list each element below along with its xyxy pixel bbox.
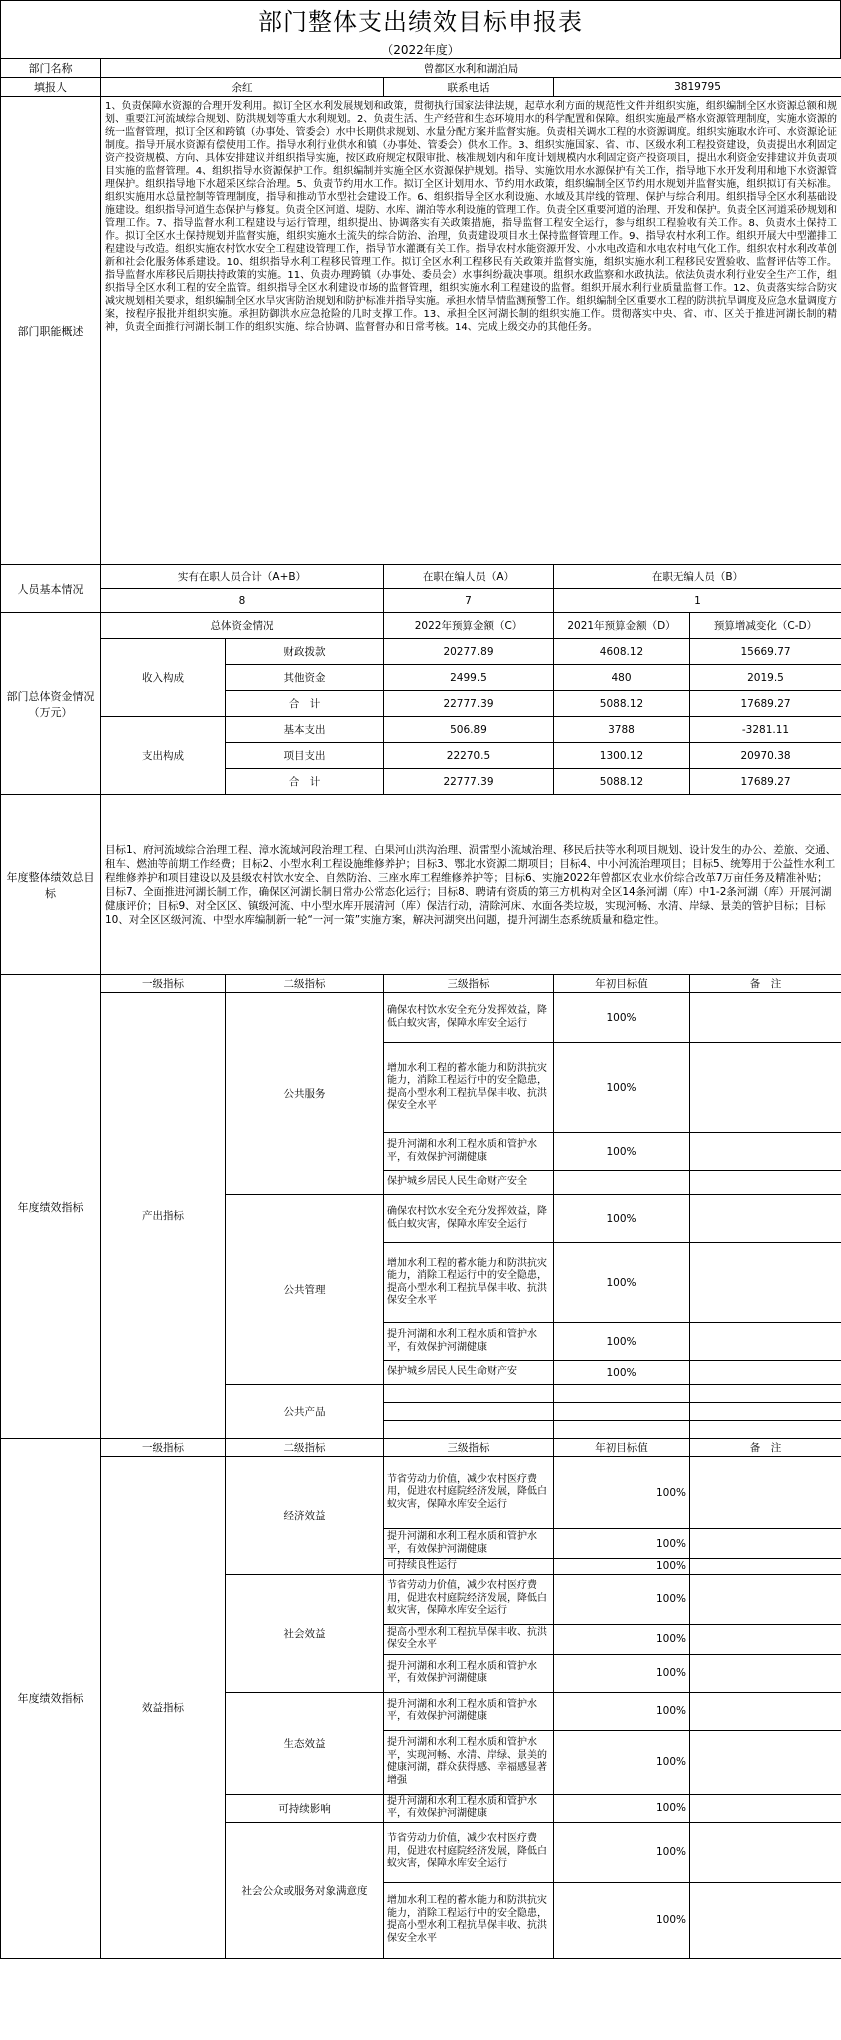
- income-row-d: 4608.12: [554, 639, 690, 665]
- form-title: 部门整体支出绩效目标申报表: [0, 0, 841, 42]
- target-value: 100%: [554, 1882, 690, 1958]
- indicator-header-1: 二级指标: [226, 1439, 384, 1457]
- expense-row-diff: 17689.27: [690, 769, 841, 795]
- indicator-header-row: [1, 975, 841, 993]
- remark-cell: [690, 1385, 841, 1403]
- staff-header-a: 在职在编人员（A）: [384, 565, 554, 589]
- form-year: （2022年度）: [0, 42, 841, 58]
- target-value: 100%: [554, 1195, 690, 1243]
- annual-indicators-label: 年度绩效指标: [1, 1439, 101, 1959]
- income-row-d: 5088.12: [554, 691, 690, 717]
- contact-row: [1, 78, 841, 97]
- target-value: 100%: [554, 1243, 690, 1323]
- level3-indicator: 提升河湖和水利工程水质和管护水平，有效保护河湖健康: [384, 1529, 554, 1559]
- staff-a: 7: [384, 589, 554, 613]
- expense-row: [1, 717, 841, 743]
- funds-header-overall: 总体资金情况: [101, 613, 384, 639]
- dept-value: 曾都区水利和湖泊局: [101, 59, 841, 78]
- annual-goal-text: 目标1、府河流域综合治理工程、漳水流域河段治理工程、白果河山洪沟治理、涢雷型小流域治理、移民后扶等水利项目规划、设计发生的办公、差旅、交通、租车、燃油等前期工作经费；目标2、小型水利工程设施维修养护；目标3、鄂北水资源二期项目；目标4、中小河流治理项目；目标5、统筹用于公益性水利工程维修养护和项目建设以及县级农村饮水安全、自然防治、三座水库工程维修养护等；目标6、实施2022年曾都区农业水价综合改革7万亩任务及精准补贴；目标7、全面推进河湖长制工作，确保区河湖长制日常办公常态化运行；目标8、聘请有资质的第三方机构对全区14条河湖（库）中1-2条河湖（库）开展河湖健康评价；目标9、对全区区、镇级河流、中小型水库开展清河（库）保洁行动，清除河床、水面各类垃圾，实现河畅、水清、岸绿、景美的管护目标；目标10、对全区区级河流、中型水库编制新一轮“一河一策”实施方案，解决河湖突出问题，提升河湖生态系统质量和稳定性。: [101, 795, 841, 975]
- income-row: [1, 639, 841, 665]
- income-row-name: 其他资金: [226, 665, 384, 691]
- level3-indicator: [384, 1385, 554, 1403]
- phone-label: 联系电话: [384, 78, 554, 97]
- target-value: [554, 1403, 690, 1421]
- annual-indicators-label: 年度绩效指标: [1, 975, 101, 1439]
- indicator-header-3: 年初目标值: [554, 975, 690, 993]
- level2-indicator: 社会公众或服务对象满意度: [226, 1822, 384, 1958]
- income-row-c: 22777.39: [384, 691, 554, 717]
- income-row-diff: 2019.5: [690, 665, 841, 691]
- target-value: 100%: [554, 1624, 690, 1654]
- level1-indicator: 产出指标: [101, 993, 226, 1439]
- target-value: 100%: [554, 1654, 690, 1692]
- target-value: 100%: [554, 1457, 690, 1529]
- income-row-name: 财政拨款: [226, 639, 384, 665]
- level3-indicator: 提升河湖和水利工程水质和管护水平，有效保护河湖健康: [384, 1692, 554, 1730]
- expense-row-name: 合 计: [226, 769, 384, 795]
- dept-label: 部门名称: [1, 59, 101, 78]
- funds-header-d: 2021年预算金额（D）: [554, 613, 690, 639]
- level3-indicator: 增加水利工程的蓄水能力和防洪抗灾能力，消除工程运行中的安全隐患，提高小型水利工程抗旱保丰收、抗洪保安全水平: [384, 1243, 554, 1323]
- indicator-header-1: 二级指标: [226, 975, 384, 993]
- level2-indicator: 可持续影响: [226, 1794, 384, 1822]
- remark-cell: [690, 1574, 841, 1624]
- target-value: 100%: [554, 1133, 690, 1171]
- remark-cell: [690, 1195, 841, 1243]
- target-value: 100%: [554, 1692, 690, 1730]
- expense-row-name: 项目支出: [226, 743, 384, 769]
- annual-goal-label: 年度整体绩效总目标: [1, 795, 101, 975]
- staff-header-row: [1, 565, 841, 589]
- expense-row-diff: -3281.11: [690, 717, 841, 743]
- indicator-header-row: [1, 1439, 841, 1457]
- income-row-c: 20277.89: [384, 639, 554, 665]
- level3-indicator: 保护城乡居民人民生命财产安全: [384, 1171, 554, 1195]
- level3-indicator: 保护城乡居民人民生命财产安: [384, 1361, 554, 1385]
- level2-indicator: 经济效益: [226, 1457, 384, 1575]
- staff-value-row: [1, 589, 841, 613]
- target-value: 100%: [554, 1559, 690, 1575]
- funds-header-diff: 预算增减变化（C-D）: [690, 613, 841, 639]
- duty-label: 部门职能概述: [1, 97, 101, 565]
- income-row-c: 2499.5: [384, 665, 554, 691]
- expense-row-d: 5088.12: [554, 769, 690, 795]
- expense-row-c: 506.89: [384, 717, 554, 743]
- level3-indicator: 提升河湖和水利工程水质和管护水平，实现河畅、水清、岸绿、景美的健康河湖，群众获得感、幸福感显著增强: [384, 1730, 554, 1794]
- funds-label: 部门总体资金情况（万元）: [1, 613, 101, 795]
- target-value: [554, 1171, 690, 1195]
- level3-indicator: 确保农村饮水安全充分发挥效益，降低白蚁灾害，保障水库安全运行: [384, 1195, 554, 1243]
- indicator-header-4: 备 注: [690, 1439, 841, 1457]
- level2-indicator: 公共产品: [226, 1385, 384, 1439]
- expense-row-c: 22777.39: [384, 769, 554, 795]
- level3-indicator: 节省劳动力价值，减少农村医疗费用，促进农村庭院经济发展，降低白蚁灾害，保障水库安全运行: [384, 1822, 554, 1882]
- indicator-header-4: 备 注: [690, 975, 841, 993]
- form-table: [0, 58, 841, 1959]
- indicator-header-3: 年初目标值: [554, 1439, 690, 1457]
- staff-b: 1: [554, 589, 841, 613]
- remark-cell: [690, 1654, 841, 1692]
- level1-indicator: 效益指标: [101, 1457, 226, 1959]
- level3-indicator: 节省劳动力价值，减少农村医疗费用，促进农村庭院经济发展，降低白蚁灾害，保障水库安全运行: [384, 1574, 554, 1624]
- funds-header-row: [1, 613, 841, 639]
- benefit-indicators-section: [1, 1439, 841, 1959]
- output-indicators-section: [1, 975, 841, 1439]
- level3-indicator: 提升河湖和水利工程水质和管护水平，有效保护河湖健康: [384, 1133, 554, 1171]
- level3-indicator: 节省劳动力价值，减少农村医疗费用，促进农村庭院经济发展，降低白蚁灾害，保障水库安全运行: [384, 1457, 554, 1529]
- target-value: 100%: [554, 1822, 690, 1882]
- staff-header-b: 在职无编人员（B）: [554, 565, 841, 589]
- remark-cell: [690, 1171, 841, 1195]
- remark-cell: [690, 1882, 841, 1958]
- expense-row-c: 22270.5: [384, 743, 554, 769]
- level2-indicator: 公共服务: [226, 993, 384, 1195]
- remark-cell: [690, 1822, 841, 1882]
- level3-indicator: 增加水利工程的蓄水能力和防洪抗灾能力，消除工程运行中的安全隐患，提高小型水利工程抗旱保丰收、抗洪保安全水平: [384, 1882, 554, 1958]
- level3-indicator: 提升河湖和水利工程水质和管护水平，有效保护河湖健康: [384, 1794, 554, 1822]
- income-row-diff: 15669.77: [690, 639, 841, 665]
- level2-indicator: 公共管理: [226, 1195, 384, 1385]
- target-value: 100%: [554, 1323, 690, 1361]
- target-value: [554, 1421, 690, 1439]
- remark-cell: [690, 1403, 841, 1421]
- indicator-header-0: 一级指标: [101, 975, 226, 993]
- remark-cell: [690, 1730, 841, 1794]
- remark-cell: [690, 1323, 841, 1361]
- staff-header-total: 实有在职人员合计（A+B）: [101, 565, 384, 589]
- income-row-name: 合 计: [226, 691, 384, 717]
- target-value: 100%: [554, 1529, 690, 1559]
- filler-name: 余红: [101, 78, 384, 97]
- staff-label: 人员基本情况: [1, 565, 101, 613]
- target-value: 100%: [554, 1794, 690, 1822]
- income-label: 收入构成: [101, 639, 226, 717]
- level3-indicator: [384, 1403, 554, 1421]
- expense-row-name: 基本支出: [226, 717, 384, 743]
- indicator-header-0: 一级指标: [101, 1439, 226, 1457]
- level3-indicator: 可持续良性运行: [384, 1559, 554, 1575]
- staff-total: 8: [101, 589, 384, 613]
- income-row-d: 480: [554, 665, 690, 691]
- remark-cell: [690, 1133, 841, 1171]
- funds-header-c: 2022年预算金额（C）: [384, 613, 554, 639]
- remark-cell: [690, 1559, 841, 1575]
- level3-indicator: 确保农村饮水安全充分发挥效益，降低白蚁灾害，保障水库安全运行: [384, 993, 554, 1043]
- remark-cell: [690, 1361, 841, 1385]
- phone-value: 3819795: [554, 78, 841, 97]
- annual-goal-row: [1, 795, 841, 975]
- expense-row-d: 3788: [554, 717, 690, 743]
- remark-cell: [690, 993, 841, 1043]
- expense-row-d: 1300.12: [554, 743, 690, 769]
- indicator-header-2: 三级指标: [384, 975, 554, 993]
- remark-cell: [690, 1421, 841, 1439]
- remark-cell: [690, 1243, 841, 1323]
- target-value: 100%: [554, 993, 690, 1043]
- level2-indicator: 社会效益: [226, 1574, 384, 1692]
- target-value: 100%: [554, 1361, 690, 1385]
- remark-cell: [690, 1043, 841, 1133]
- expense-label: 支出构成: [101, 717, 226, 795]
- expense-row-diff: 20970.38: [690, 743, 841, 769]
- target-value: [554, 1385, 690, 1403]
- level3-indicator: 增加水利工程的蓄水能力和防洪抗灾能力，消除工程运行中的安全隐患，提高小型水利工程抗旱保丰收、抗洪保安全水平: [384, 1043, 554, 1133]
- remark-cell: [690, 1529, 841, 1559]
- indicator-row: [1, 1457, 841, 1529]
- level3-indicator: [384, 1421, 554, 1439]
- level3-indicator: 提升河湖和水利工程水质和管护水平，有效保护河湖健康: [384, 1323, 554, 1361]
- indicator-row: [1, 993, 841, 1043]
- remark-cell: [690, 1624, 841, 1654]
- remark-cell: [690, 1794, 841, 1822]
- target-value: 100%: [554, 1574, 690, 1624]
- level2-indicator: 生态效益: [226, 1692, 384, 1794]
- remark-cell: [690, 1457, 841, 1529]
- level3-indicator: 提升河湖和水利工程水质和管护水平，有效保护河湖健康: [384, 1654, 554, 1692]
- filler-label: 填报人: [1, 78, 101, 97]
- duty-text: 1、负责保障水资源的合理开发利用。拟订全区水利发展规划和政策，贯彻执行国家法律法规，起草水利方面的规范性文件并组织实施，组织编制全区水资源总额和规划、重要江河流域综合规划、防洪规划等重大水利规划。2、负责生活、生产经营和生态环境用水的科学配置和保障。组织实施最严格水资源管理制度，实施水资源的统一监督管理，拟订全区和跨镇（办事处、管委会）水中长期供求规划、水量分配方案并监督实施。负责相关调水工程的水资源调度。组织实施取水许可、水资源论证制度。指导开展水资源有偿使用工作。指导水利行业供水和镇（办事处、管委会）供水工作。3、组织实施国家、省、市、区级水利工程投资建设，负责提出水利固定资产投资规模、方向、具体安排建议并组织指导实施，按区政府规定权限审批、核准规划内和年度计划规模内水利固定资产投资项目，提出水利资金安排建议并负责项目实施的监督管理。4、组织指导水资源保护工作。组织编制并实施全区水资源保护规划。指导、实施饮用水水源保护有关工作，指导地下水开发利用和地下水资源管理保护。组织指导地下水超采区综合治理。5、负责节约用水工作。拟订全区计划用水、节约用水政策，组织编制全区节约用水规划并监督实施，组织拟订有关标准。组织实施用水总量控制等管理制度，指导和推动节水型社会建设工作。6、组织指导全区水利设施、水域及其岸线的管理、保护与综合利用。组织指导全区水利基础设施建设。组织指导河道生态保护与修复。负责全区河道、堤防、水库、湖泊等水利设施的管理工作。负责全区重要河道的治理、开发和保护。负责全区河道采砂规划和管理工作。7、指导监督水利工程建设与运行管理，组织提出、协调落实有关政策措施，指导监督工程安全运行，参与组织工程验收有关工作。8、负责水土保持工作。拟订全区水土保持规划并监督实施，组织实施水土流失的综合防治、治理，负责建设项目水土保持监督管理工作。9、指导农村水利工作。组织开展大中型灌排工程建设与改造。组织实施农村饮水安全工程建设管理工作，指导节水灌溉有关工作。指导农村水能资源开发、小水电改造和水电农村电气化工作。组织农村水利改革创新和社会化服务体系建设。10、组织指导水利工程移民管理工作。拟订全区水利工程移民有关政策并监督实施，组织实施水利工程移民安置验收、监督评估等工作。指导监督水库移民后期扶持政策的实施。11、负责办理跨镇（办事处、委员会）水事纠纷裁决事项。组织水政监察和水政执法。依法负责水利行业安全生产工作，组织指导全区水利工程的安全监管。组织指导全区水利建设市场的监督管理，组织实施水利工程建设的监督。组织开展水利行业质量监督工作。12、负责落实综合防灾减灾规划相关要求，组织编制全区水旱灾害防治规划和防护标准并指导实施。承担水情旱情监测预警工作。组织编制全区重要水工程的防洪抗旱调度及应急水量调度方案，按程序报批并组织实施。承担防御洪水应急抢险的几时支撑工作。13、承担全区河湖长制的组织实施工作。贯彻落实中央、省、市、区关于推进河湖长制的精神，负责全面推行河湖长制工作的组织实施、综合协调、监督督办和日常考核。14、完成上级交办的其他任务。: [101, 97, 841, 565]
- target-value: 100%: [554, 1043, 690, 1133]
- indicator-header-2: 三级指标: [384, 1439, 554, 1457]
- level3-indicator: 提高小型水利工程抗旱保丰收、抗洪保安全水平: [384, 1624, 554, 1654]
- remark-cell: [690, 1692, 841, 1730]
- duty-row: [1, 97, 841, 565]
- income-row-diff: 17689.27: [690, 691, 841, 717]
- dept-row: [1, 59, 841, 78]
- target-value: 100%: [554, 1730, 690, 1794]
